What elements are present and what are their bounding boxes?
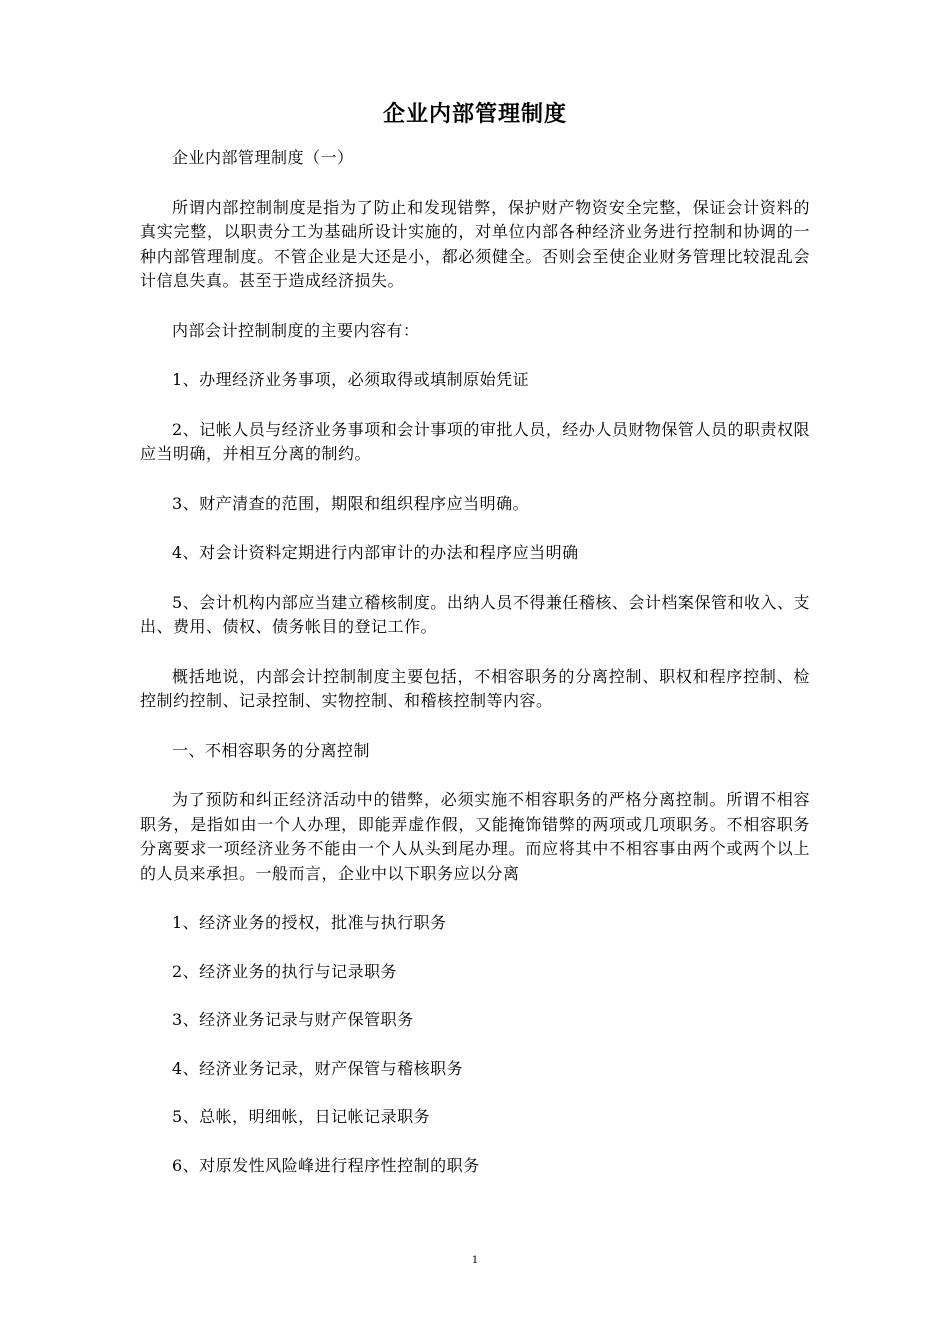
list-item: 6、对原发性风险峰进行程序性控制的职务	[172, 1155, 480, 1175]
list-item: 1、经济业务的授权，批准与执行职务	[172, 913, 447, 932]
list-item: 4、对会计资料定期进行内部审计的办法和程序应当明确	[172, 543, 579, 562]
list-item: 1、办理经济业务事项，必须取得或填制原始凭证	[172, 370, 530, 389]
section-heading: 企业内部管理制度（一）	[172, 148, 354, 167]
list-item: 4、经济业务记录，财产保管与稽核职务	[172, 1058, 464, 1078]
paragraph: 所谓内部控制制度是指为了防止和发现错弊，保护财产物资安全完整，保证会计资料的真实完整，以职责分工为基础所设计实施的，对单位内部各种经济业务进行控制和协调的一种内部管理制度。不管企业是大还是小，都必须健全。否则会至使企业财务管理比较混乱会计信息失真。甚至于造成经济损失。	[140, 197, 810, 290]
document-title: 企业内部管理制度	[382, 102, 567, 127]
paragraph: 概括地说，内部会计控制制度主要包括，不相容职务的分离控制、职权和程序控制、检控制约控制、记录控制、实物控制、和稽核控制等内容。	[140, 666, 810, 710]
section-heading: 一、不相容职务的分离控制	[172, 740, 371, 760]
list-item: 5、会计机构内部应当建立稽核制度。出纳人员不得兼任稽核、会计档案保管和收入、支出、费用、债权、债务帐目的登记工作。	[140, 592, 810, 636]
list-item: 2、经济业务的执行与记录职务	[172, 961, 398, 981]
list-item: 3、经济业务记录与财产保管职务	[172, 1010, 414, 1029]
page-number: 1	[471, 1255, 479, 1266]
paragraph: 内部会计控制制度的主要内容有：	[172, 320, 420, 340]
document-body	[140, 146, 810, 1202]
paragraph: 为了预防和纠正经济活动中的错弊，必须实施不相容职务的严格分离控制。所谓不相容职务，是指如由一个人办理，即能弄虚作假，又能掩饰错弊的两项或几项职务。不相容职务分离要求一项经济业务不能由一个人从头到尾办理。而应将其中不相容事由两个或两个以上的人员来承担。一般而言，企业中以下职务应以分离	[140, 790, 810, 883]
list-item: 2、记帐人员与经济业务事项和会计事项的审批人员，经办人员财物保管人员的职责权限应当明确，并相互分离的制约。	[140, 419, 810, 463]
list-item: 3、财产清查的范围，期限和组织程序应当明确。	[172, 493, 530, 513]
list-item: 5、总帐，明细帐，日记帐记录职务	[172, 1107, 431, 1126]
